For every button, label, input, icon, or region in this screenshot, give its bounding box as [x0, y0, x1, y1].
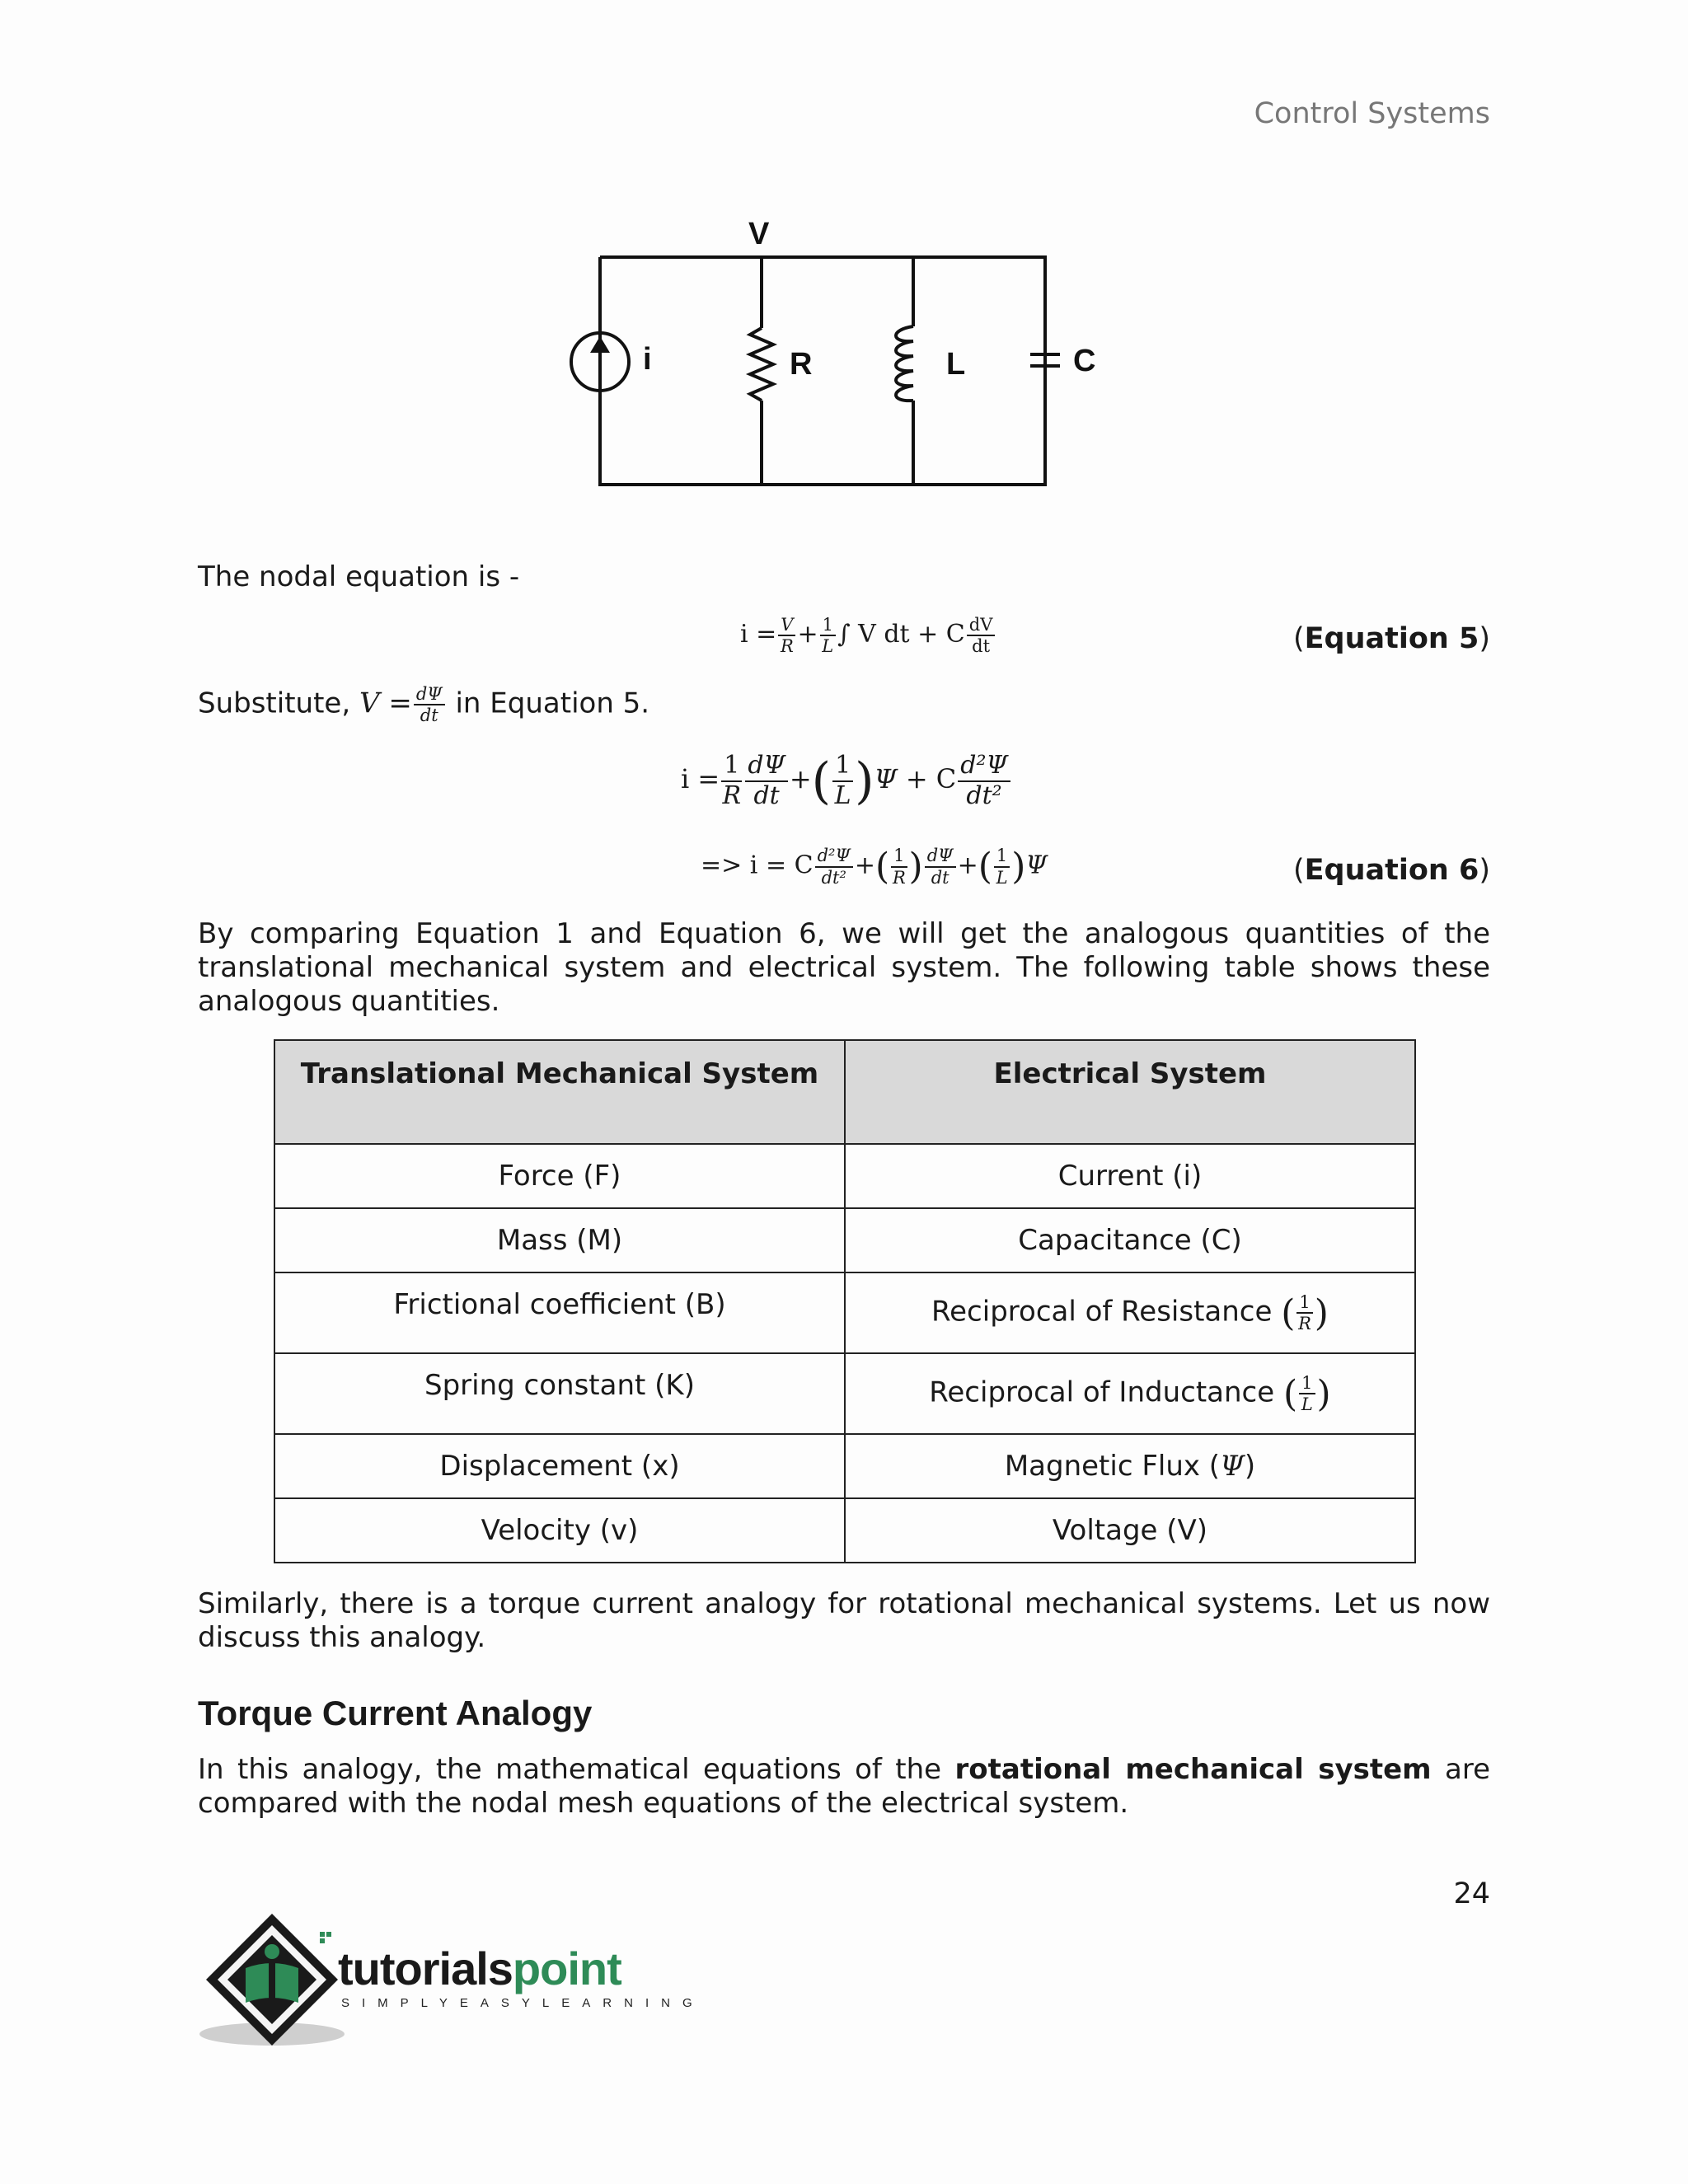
table-cell: Velocity (v): [274, 1498, 845, 1563]
substitute-line: Substitute, V = $\frac{d\Psi}{dt}$ in Equation 5.: [198, 684, 650, 726]
table-header-row: [274, 1040, 1415, 1144]
table-row: [274, 1353, 1415, 1434]
running-header: Control Systems: [1254, 97, 1490, 130]
table-cell: Magnetic Flux (Ψ): [845, 1434, 1415, 1498]
node-label-v: V: [748, 217, 770, 251]
logo-tagline: SIMPLYEASYLEARNING: [341, 1996, 705, 2010]
table-header-electrical: Electrical System: [845, 1040, 1415, 1144]
inductor-symbol: [896, 326, 913, 401]
source-label-i: i: [643, 342, 652, 377]
table-cell: Reciprocal of Inductance ( $\frac{1}{L}$ ): [845, 1353, 1415, 1434]
table-cell: Force (F): [274, 1144, 845, 1208]
page-number: 24: [1453, 1877, 1490, 1910]
logo-wordmark: tutorialspoint: [338, 1943, 621, 1994]
section-heading: Torque Current Analogy: [198, 1694, 593, 1732]
table-cell: Capacitance (C): [845, 1208, 1415, 1272]
equation-6-tag: (Equation 6): [1292, 854, 1490, 887]
rlc-circuit-diagram: [0, 0, 1688, 527]
table-row: [274, 1208, 1415, 1272]
table-cell: Voltage (V): [845, 1498, 1415, 1563]
equation-5-tag: (Equation 5): [1292, 622, 1490, 655]
table-cell: Reciprocal of Resistance ( $\frac{1}{R}$ ): [845, 1272, 1415, 1353]
circuit-frame: [600, 257, 1045, 485]
table-row: [274, 1434, 1415, 1498]
table-row: [274, 1144, 1415, 1208]
capacitor-label-c: C: [1073, 344, 1096, 378]
table-cell: Displacement (x): [274, 1434, 845, 1498]
comparison-paragraph: By comparing Equation 1 and Equation 6, we will get the analogous quantities of the translational mechanical system and electrical system. The following table shows these analogous quantities.: [198, 917, 1490, 1018]
analogy-paragraph: In this analogy, the mathematical equations of the rotational mechanical system are compared with the nodal mesh equations of the electrical system.: [198, 1753, 1490, 1820]
table-row: [274, 1498, 1415, 1563]
similarly-paragraph: Similarly, there is a torque current analogy for rotational mechanical systems. Let us now discuss this analogy.: [198, 1587, 1490, 1654]
current-arrow-icon: [590, 336, 610, 353]
table-cell: Spring constant (K): [274, 1353, 845, 1434]
nodal-intro: The nodal equation is -: [198, 560, 520, 593]
inductor-label-l: L: [946, 347, 966, 382]
equation-6: => i = C $\frac{\text{d²Ψ}}{\text{dt²}}$ +( $\frac{1}{R}$ ) $\frac{d\Psi}{dt}$ +( $\frac{1}{L}$ )Ψ: [701, 846, 1048, 888]
tutorialspoint-logo-icon: [196, 1910, 345, 2050]
resistor-label-r: R: [790, 347, 813, 382]
equation-5: i = $\frac{V}{R}$ + $\frac{1}{L}$ ∫ V dt + C $\frac{dV}{dt}$: [740, 615, 996, 656]
analogous-quantities-table: [274, 1039, 1416, 1563]
table-cell: Frictional coefficient (B): [274, 1272, 845, 1353]
resistor-symbol: [750, 328, 773, 401]
table-cell: Current (i): [845, 1144, 1415, 1208]
table-row: [274, 1272, 1415, 1353]
table-cell: Mass (M): [274, 1208, 845, 1272]
table-header-mechanical: Translational Mechanical System: [274, 1040, 845, 1144]
equation-intermediate: i = $\frac{1}{R}$ $\frac{d\Psi}{dt}$ +( $\frac{1}{L}$ )Ψ + C $\frac{\text{d²Ψ}}{\text{dt²}}$: [681, 752, 1012, 810]
